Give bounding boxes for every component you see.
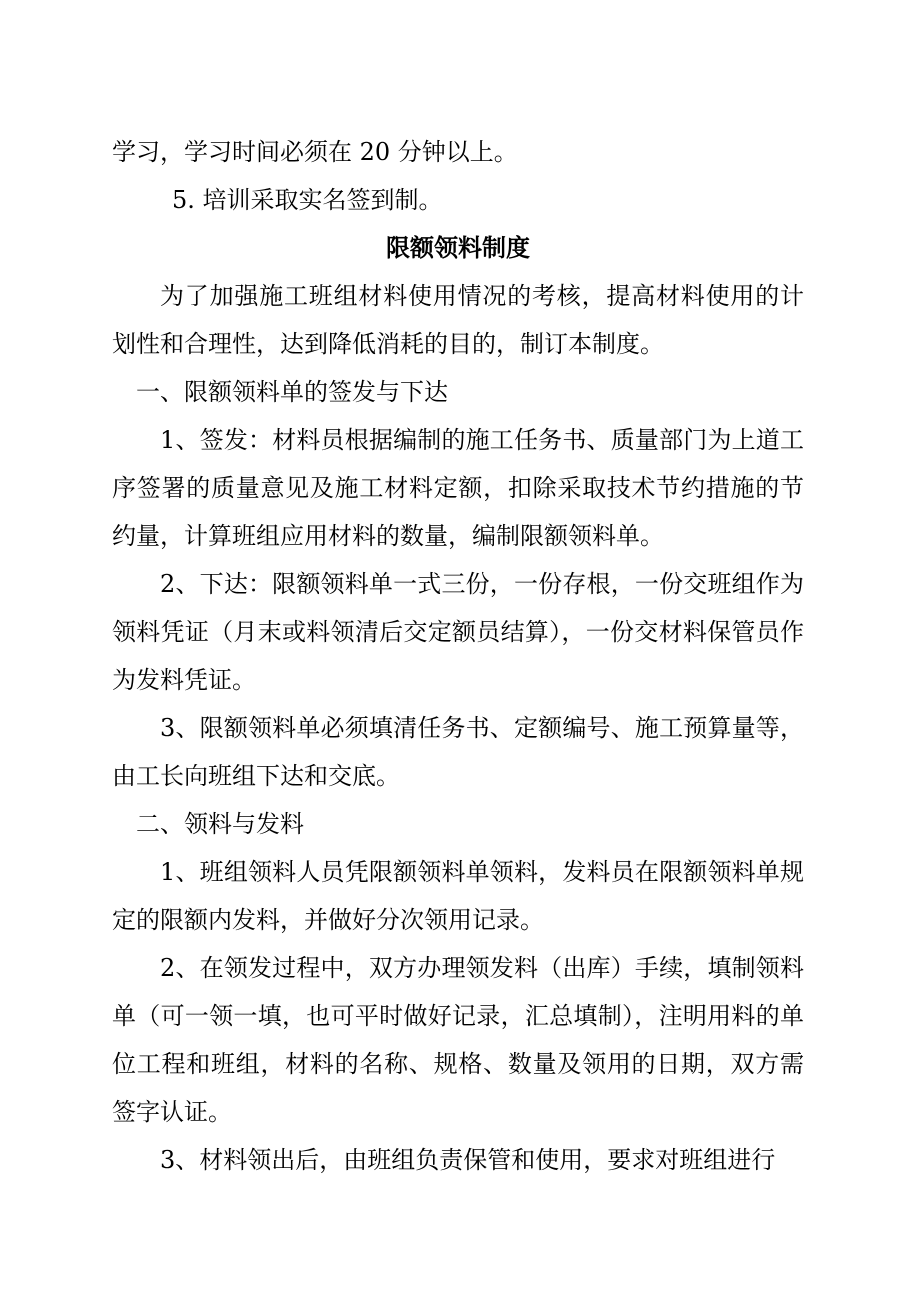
- paragraph-intro: 为了加强施工班组材料使用情况的考核，提高材料使用的计划性和合理性，达到降低消耗的目的，制订本制度。: [112, 282, 804, 358]
- paragraph-training-signin: 5. 培训采取实名签到制。: [172, 186, 443, 214]
- section-title: 限额领料制度: [386, 234, 530, 262]
- heading-issue-and-release: 一、限额领料单的签发与下达: [136, 378, 448, 406]
- heading-requisition-and-issue: 二、领料与发料: [136, 810, 304, 838]
- paragraph-issue: 1、签发：材料员根据编制的施工任务书、质量部门为上道工序签署的质量意见及施工材料定额，扣除采取技术节约措施的节约量，计算班组应用材料的数量，编制限额领料单。: [112, 426, 804, 550]
- document-body: [112, 128, 804, 1184]
- paragraph-procedure: 2、在领发过程中，双方办理领发料（出库）手续，填制领料单（可一领一填，也可平时做好记录，汇总填制），注明用料的单位工程和班组，材料的名称、规格、数量及领用的日期，双方需签字认证。: [112, 954, 804, 1126]
- paragraph-requisition: 1、班组领料人员凭限额领料单领料，发料员在限额领料单规定的限额内发料，并做好分次领用记录。: [112, 858, 804, 934]
- paragraph-fill-in: 3、限额领料单必须填清任务书、定额编号、施工预算量等，由工长向班组下达和交底。: [112, 714, 804, 790]
- paragraph-custody: 3、材料领出后，由班组负责保管和使用，要求对班组进行: [160, 1146, 776, 1174]
- paragraph-release: 2、下达：限额领料单一式三份，一份存根，一份交班组作为领料凭证（月末或料领清后交定额员结算），一份交材料保管员作为发料凭证。: [112, 570, 804, 694]
- paragraph-training-duration: 学习，学习时间必须在 20 分钟以上。: [112, 138, 518, 166]
